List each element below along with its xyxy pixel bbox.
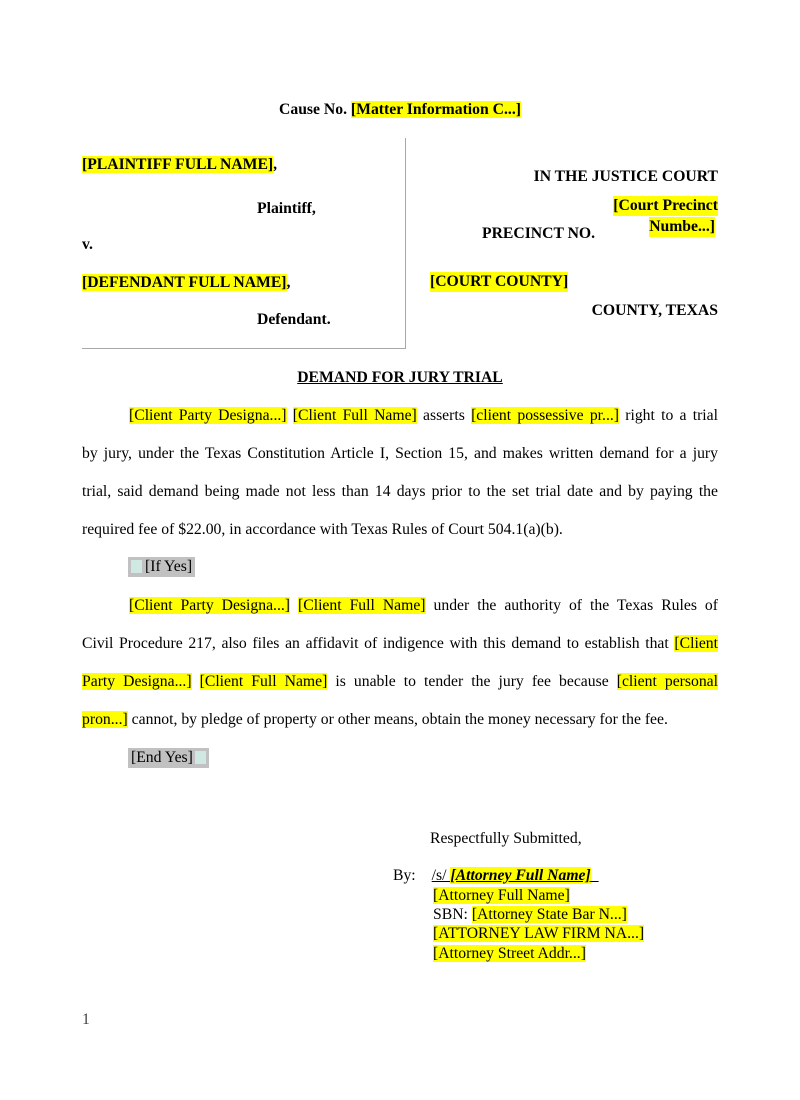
versus-label: v. (82, 236, 93, 253)
merge-field[interactable]: [Client Party Designa...] (129, 407, 287, 424)
merge-field[interactable]: [Matter Information C...] (350, 101, 521, 118)
plaintiff-name-field[interactable] (82, 155, 277, 175)
text-run: under the authority of the Texas Rules of (425, 597, 718, 614)
by-label: By: (393, 867, 416, 884)
court-county-field[interactable]: [COURT COUNTY] (430, 273, 569, 290)
body-line (82, 406, 718, 444)
text-run (287, 407, 293, 424)
text-run: Civil Procedure 217, also files an affidavit of indigence with this demand to establish that (82, 635, 675, 652)
merge-field[interactable]: [Attorney Street Addr...] (433, 944, 586, 962)
court-name-label: IN THE JUSTICE COURT (533, 168, 718, 185)
signature-by-row (393, 866, 599, 886)
conditional-if-yes[interactable] (128, 557, 195, 577)
text-run (192, 673, 200, 690)
merge-field[interactable]: [Attorney Full Name] (450, 867, 591, 884)
document-title: DEMAND FOR JURY TRIAL (297, 369, 503, 386)
attorney-name-line (433, 886, 644, 905)
merge-field[interactable]: [Client Full Name] (199, 673, 328, 690)
precinct-no-label: PRECINCT NO. (482, 225, 596, 242)
attorney-block (433, 886, 644, 963)
merge-field[interactable]: [Client Full Name] (298, 597, 426, 614)
conditional-end-marker-icon[interactable] (195, 751, 206, 764)
merge-field[interactable]: [client possessive pr...] (471, 407, 620, 424)
merge-field[interactable]: [Client Party Designa...] (129, 597, 291, 614)
text-run: , (273, 156, 278, 173)
conditional-if-yes-label: [If Yes] (145, 558, 193, 575)
court-precinct-field-bottom[interactable]: Numbe...] (649, 218, 715, 235)
attorney-sbn-line (433, 905, 644, 924)
county-texas-label: COUNTY, TEXAS (591, 302, 718, 319)
text-run (290, 597, 298, 614)
cause-number-line (82, 100, 718, 120)
text-run: right to a trial (619, 407, 718, 424)
text-run (591, 867, 599, 884)
conditional-end-yes-label: [End Yes] (131, 749, 193, 766)
body-line (82, 672, 718, 710)
attorney-address-line (433, 944, 644, 963)
paragraph-jury-demand (82, 406, 718, 558)
body-line (82, 710, 718, 748)
signature-line[interactable] (432, 867, 599, 884)
merge-field[interactable]: [PLAINTIFF FULL NAME] (82, 156, 274, 173)
merge-field[interactable]: [Client (674, 635, 718, 652)
court-precinct-field-top[interactable]: [Court Precinct (613, 197, 718, 214)
conditional-end-yes[interactable] (128, 748, 209, 768)
defendant-role-label: Defendant. (257, 311, 331, 328)
merge-field[interactable]: Party Designa...] (82, 673, 192, 690)
text-run: Cause No. (279, 101, 351, 118)
text-run: cannot, by pledge of property or other means, obtain the money necessary for the fee. (127, 711, 668, 728)
merge-field[interactable]: pron...] (82, 711, 128, 728)
merge-field[interactable]: [Attorney Full Name] (433, 887, 570, 904)
body-line (82, 596, 718, 634)
merge-field[interactable]: [ATTORNEY LAW FIRM NA...] (433, 925, 645, 943)
merge-field[interactable]: [DEFENDANT FULL NAME] (82, 274, 287, 291)
text-run: /s/ (431, 867, 451, 884)
paragraph-indigence-affidavit (82, 596, 718, 748)
text-run: SBN: (433, 906, 472, 924)
conditional-start-marker-icon[interactable] (131, 560, 142, 573)
text-run: by jury, under the Texas Constitution Article I, Section 15, and makes written demand for a jury (82, 445, 718, 462)
body-line (82, 634, 718, 672)
defendant-name-field[interactable] (82, 273, 290, 293)
merge-field[interactable]: [Client Full Name] (292, 407, 417, 424)
text-run: , (286, 274, 291, 291)
merge-field[interactable]: [client personal (616, 673, 719, 690)
merge-field[interactable]: [Attorney State Bar N...] (471, 906, 627, 924)
page-number: 1 (82, 1011, 90, 1028)
case-caption (82, 138, 718, 348)
text-run: is unable to tender the jury fee because (327, 673, 617, 690)
body-line (82, 520, 718, 558)
body-line (82, 482, 718, 520)
text-run: asserts (416, 407, 472, 424)
body-line (82, 444, 718, 482)
text-run: trial, said demand being made not less than 14 days prior to the set trial date and by paying the (82, 483, 718, 500)
plaintiff-role-label: Plaintiff, (257, 200, 316, 217)
text-run: required fee of $22.00, in accordance with Texas Rules of Court 504.1(a)(b). (82, 521, 563, 538)
closing-line: Respectfully Submitted, (430, 830, 582, 847)
attorney-firm-line (433, 924, 644, 943)
